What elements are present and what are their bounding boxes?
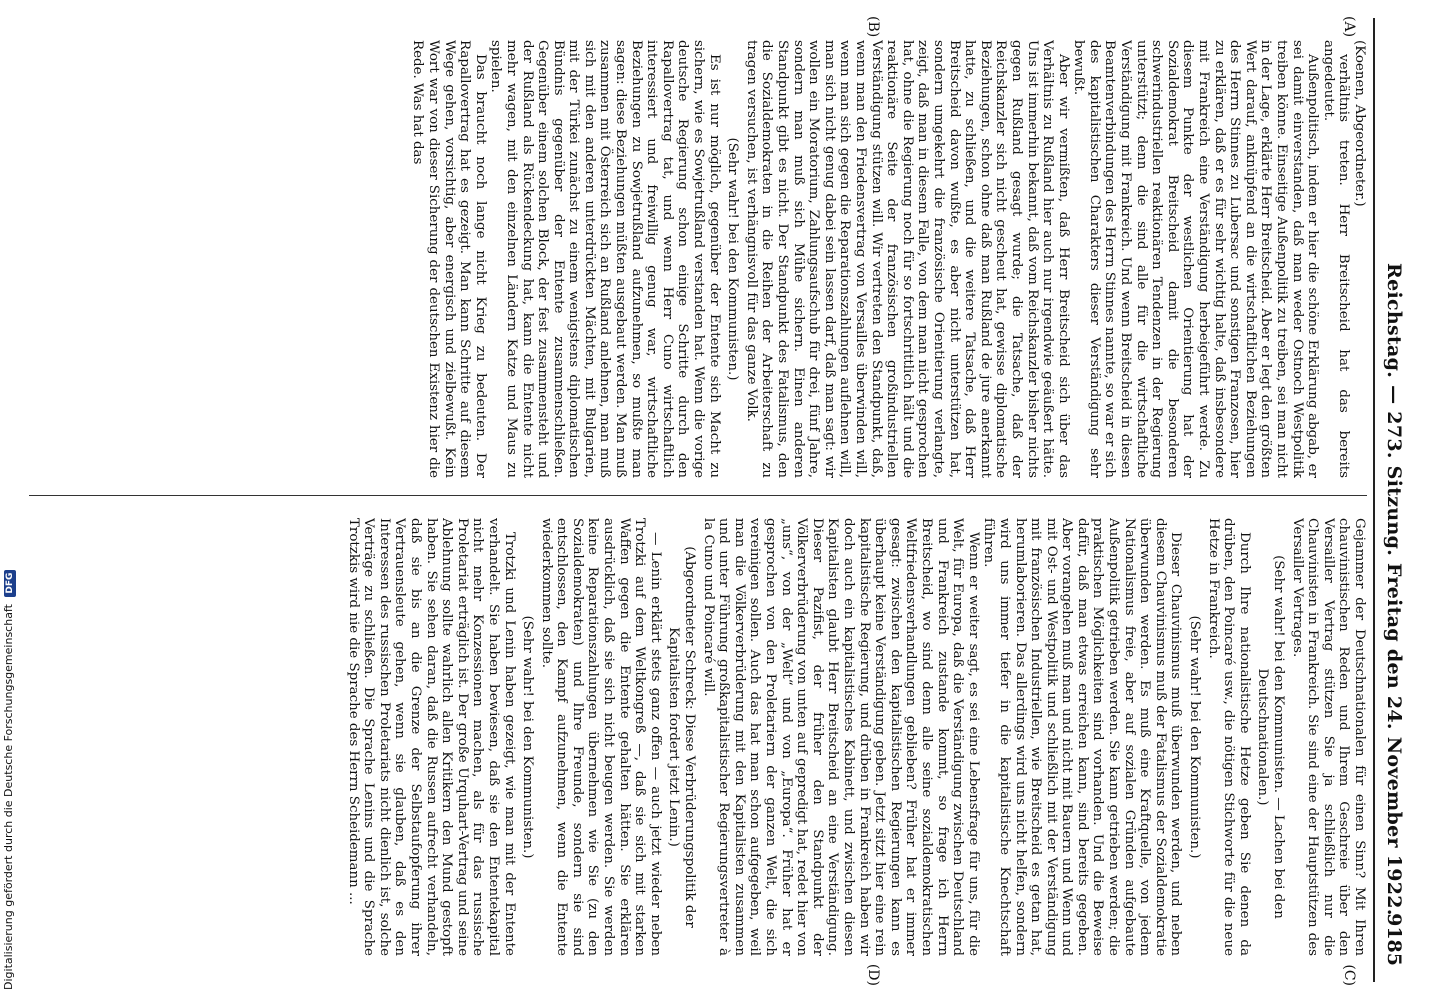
paragraph: (Sehr wahr! bei den Kommunisten. — Lachen bei den Deutschnationalen.) — [1255, 555, 1287, 919]
paragraph: Aber wir vermißten, daß Herr Breitscheid sich über das Verhältnis zu Rußland hier auch nur irgendwie geäußert hätte. Uns ist immerhin bekannt, daß vom Reichskanzler bisher nichts gegen Rußland gesagt wurde; die Tatsache, daß der Reichskanzler sich nicht gescheut hat, gewisse diplomatische Beziehungen, schon ohne daß man Rußland de jure anerkannt hatte, zu schließen, und die weitere Tatsache, daß Herr Breitscheid davon wußte, es aber nicht unterstützen hat, sondern umgekehrt die französische Orientierung verlangte, zeigt, daß man in diesem Falle, von dem man nicht gesprochen hat, ohne die Regierung noch für so fortschrittlich hält und die reaktionäre Seite der französischen großindustriellen Verständigung stützen will. Wir vertreten den Standpunkt, daß, wenn man den Friedensvertrag von Versailles überwinden will, wenn man sich gegen die Reparationszahlungen auflehnen will, man sich nicht genug dabei sein lassen darf, daß man sagt: wir wollen ein Moratorium, Zahlungsaufschub für drei, fünf Jahre, sondern man muß sich Mühe sichern. Einen anderen Standpunkt gibt es nicht. Der Standpunkt des Fatalismus, den die Sozialdemokraten in die Reihen der Arbeiterschaft zu tragen versuchen, ist verhängnisvoll für das ganze Volk. — [743, 40, 1071, 478]
header-rule — [1373, 18, 1375, 982]
left-column — [25, 40, 1367, 478]
newspaper-page — [15, 10, 1419, 990]
paragraph: verhältnis treten. Herr Breitscheid hat das bereits angedeutet. — [1320, 40, 1352, 478]
paragraph: Außenpolitisch, indem er hier die schöne Erklärung abgab, er sei damit einverstanden, daß man weder Ostnoch Westpolitik treiben könne. Einseitige Außenpolitik zu treiben, sei man nicht in der Lage, erklärte Herr Breitscheid. Aber er legt den größten Wert darauf, anknüpfend an die wirtschaftlichen Beziehungen des Herrn Stinnes zu Lubersac und sonstigen Franzosen, hier zu erklären, daß er es für sehr wichtig halte, daß insbesondere mit Frankreich eine Verständigung herbeigeführt werde. Zu diesem Punkte der westlichen Orientierung hat der Sozialdemokrat Breitscheid damit die besonderen schwerindustriellen reaktionären Tendenzen in der Regierung unterstützt; denn die sind alle für die wirtschaftliche Verständigung mit Frankreich. Und wenn Breitscheid in diesen Beamtenverbindungen des Herrn Stinnes nannte, so war er sich des kapitalistischen Charakters dieser Verständigung sehr bewußt. — [1071, 40, 1321, 478]
paragraph: Durch Ihre nationalistische Hetze geben Sie denen da drüben, den Poincaré usw., die nötigen Stichworte für die neue Hetze in Frankreich. — [1205, 518, 1252, 956]
dfg-logo: DFG — [4, 570, 16, 597]
margin-letter-a: (A) — [1341, 16, 1357, 38]
paragraph: (Sehr wahr! bei den Kommunisten.) — [520, 615, 536, 859]
margin-letter-c: (C) — [1341, 964, 1357, 986]
paragraph: Dieser Chauvinismus muß überwunden werden, und neben diesem Chauvinismus muß der Fatalismus der Sozialdemokratie überwunden werden. Es muß eine Kraftquelle, von jedem Nationalismus freie, aber auf sozialen Gründen aufgebaute Außenpolitik getrieben werden. Sie kann getrieben werden; die praktischen Möglichkeiten sind vorhanden. Und die Beweise dafür, daß man etwas erreichen kann, sind bereits gegeben. Aber vorangehen muß man und nicht mit Bauern und Wenn und mit Ost- und Westpolitik und schließlich mit der Verständigung mit französischen Industriellen, wie Breitscheid es getan hat, herumlaborieren. Das allerdings wird uns nicht helfen, sondern wird uns immer tiefer in die kapitalistische Knechtschaft führen. — [981, 518, 1184, 956]
paragraph: Trotzki und Lenin haben gezeigt, wie man mit der Entente verhandelt. Sie haben bewiesen, daß sie den Ententekapital nicht mehr Konzessionen machen, als für das russische Proletariat erträglich ist. Der große Urquhart-Vertrag und seine Ablehnung sollte wahrlich allen Kritikern den Mund gestopft haben. Sie sehen daran, daß die Russen aufrecht verhandeln, daß sie bis an die Grenze der Selbstaufopferung ihrer Vertrauensleute gehen, wenn sie glauben, daß es den Interessen des russischen Proletariats nicht dienlich ist, solche Verträge zu schließen. Die Sprache Lenins und die Sprache Trotzkis wird nie die Sprache des Herrn Scheidemann ... — [345, 518, 517, 956]
right-column — [25, 518, 1367, 956]
paragraph: (Abgeordneter Schreck: Diese Verbrüderungspolitik der Kapitalisten fordert jetzt Lenin.) — [666, 546, 698, 928]
paragraph: (Sehr wahr! bei den Kommunisten.) — [725, 137, 741, 381]
page-number: 9185 — [1383, 913, 1405, 966]
paragraph: Das braucht noch lange nicht Krieg zu bedeuten. Der Rapallovertrag hat es gezeigt. Man kann Schritte auf diesem Wege gehen, vorsichtig, aber energisch und zielbewußt. Kein Wort war von dieser Sicherung der deutschen Existenz hier die Rede. Was hat das — [410, 40, 488, 478]
digitization-footer — [0, 0, 24, 1000]
column-divider — [29, 495, 1367, 496]
paragraph: (Sehr wahr! bei den Kommunisten.) — [1187, 615, 1203, 859]
margin-letter-b: (B) — [865, 16, 881, 38]
paragraph: Wenn er weiter sagt, es sei eine Lebensfrage für uns, für die Welt, für Europa, daß die Verständigung zwischen Deutschland und Frankreich zustande kommt, so frage ich Herrn Breitscheid, wo sind denn alle seine sozialdemokratischen Weltfriedensverhandlungen geblieben? Früher hat er immer gesagt: zwischen den kapitalistischen Regierungen kann es überhaupt keine Verständigung geben. Jetzt sitzt hier eine rein kapitalistische Regierung, und drüben in Frankreich haben wir doch auch ein kapitalistisches Kabinett, und zwischen diesen Kapitalisten glaubt Herr Breitscheid an eine Verständigung. Dieser Pazifist, der früher den Standpunkt der Völkerverbrüderung von unten auf gepredigt hat, redet hier von „uns“, von der „Welt“ und von „Europa“. Früher hat er gesprochen von den Proletariern der ganzen Welt, die sich vereinigen sollen. Auch das hat man schon aufgegeben, weil man die Völkerverbrüderung mit den Kapitalisten zusammen und unter Führung großkapitalistischer Regierungsvertreter à la Cuno und Poincaré will. — [700, 518, 981, 956]
paragraph: Gejammer der Deutschnationalen für einen Sinn? Mit Ihren chauvinistischen Reden und Ihrem Geschreie über den Versailler Vertrag stützen Sie ja schließlich nur die Chauvinisten in Frankreich. Sie sind eine der Hauptstützen des Versailler Vertrages. — [1289, 518, 1367, 956]
footer-text: Digitalisierung gefördert durch die Deutsche Forschungsgemeinschaft — [2, 604, 15, 990]
paragraph: Es ist nur möglich, gegenüber der Entente sich Macht zu sichern, wie es Sowjetrußland verstanden hat. Wenn die vorige deutsche Regierung schon einige Schritte durch den Rapallovertrag tat, und wenn Herr Cuno wirtschaftlich interessiert und freiwillig genug war, wirtschaftliche Beziehungen zu Sowjetrußland aufzunehmen, so mußte man sagen: diese Beziehungen müßten ausgebaut werden. Man muß zusammen mit Österreich sich an Rußland anlehnen, man muß sich mit den anderen unterdrückten Mächten, mit Bulgarien, mit der Türkei zunächst zu einem wenigstens diplomatischen Bündnis gegenüber der Entente zusammenschließen. Gegenüber einem solchen Block, der fest zusammensteht und der Rußland als Rückendeckung hat, kann die Entente nicht mehr wagen, mit den einzelnen Ländern Katze und Maus zu spielen. — [488, 40, 722, 478]
paragraph: (Koenen, Abgeordneter.) — [1352, 40, 1367, 207]
page-header — [1377, 28, 1407, 972]
margin-letter-d: (D) — [865, 963, 881, 986]
page-title: Reichstag. — 273. Sitzung. Freitag den 24. November 1922. — [1383, 263, 1405, 916]
paragraph: — Lenin erklärt stets ganz offen — auch jetzt wieder neben Trotzki auf dem Weltkongreß —, daß sie sich mit starken Waffen gegen die Entente gehalten hätten. Sie erklären ausdrücklich, daß sie sich nicht beugen werden. Sie werden keine Reparationszahlungen übernehmen wie Sie (zu den Sozialdemokraten) und Ihre Freunde, sondern sie sind entschlossen, den Kampf aufzunehmen, wenn die Entente wiederkommen sollte. — [538, 518, 663, 956]
